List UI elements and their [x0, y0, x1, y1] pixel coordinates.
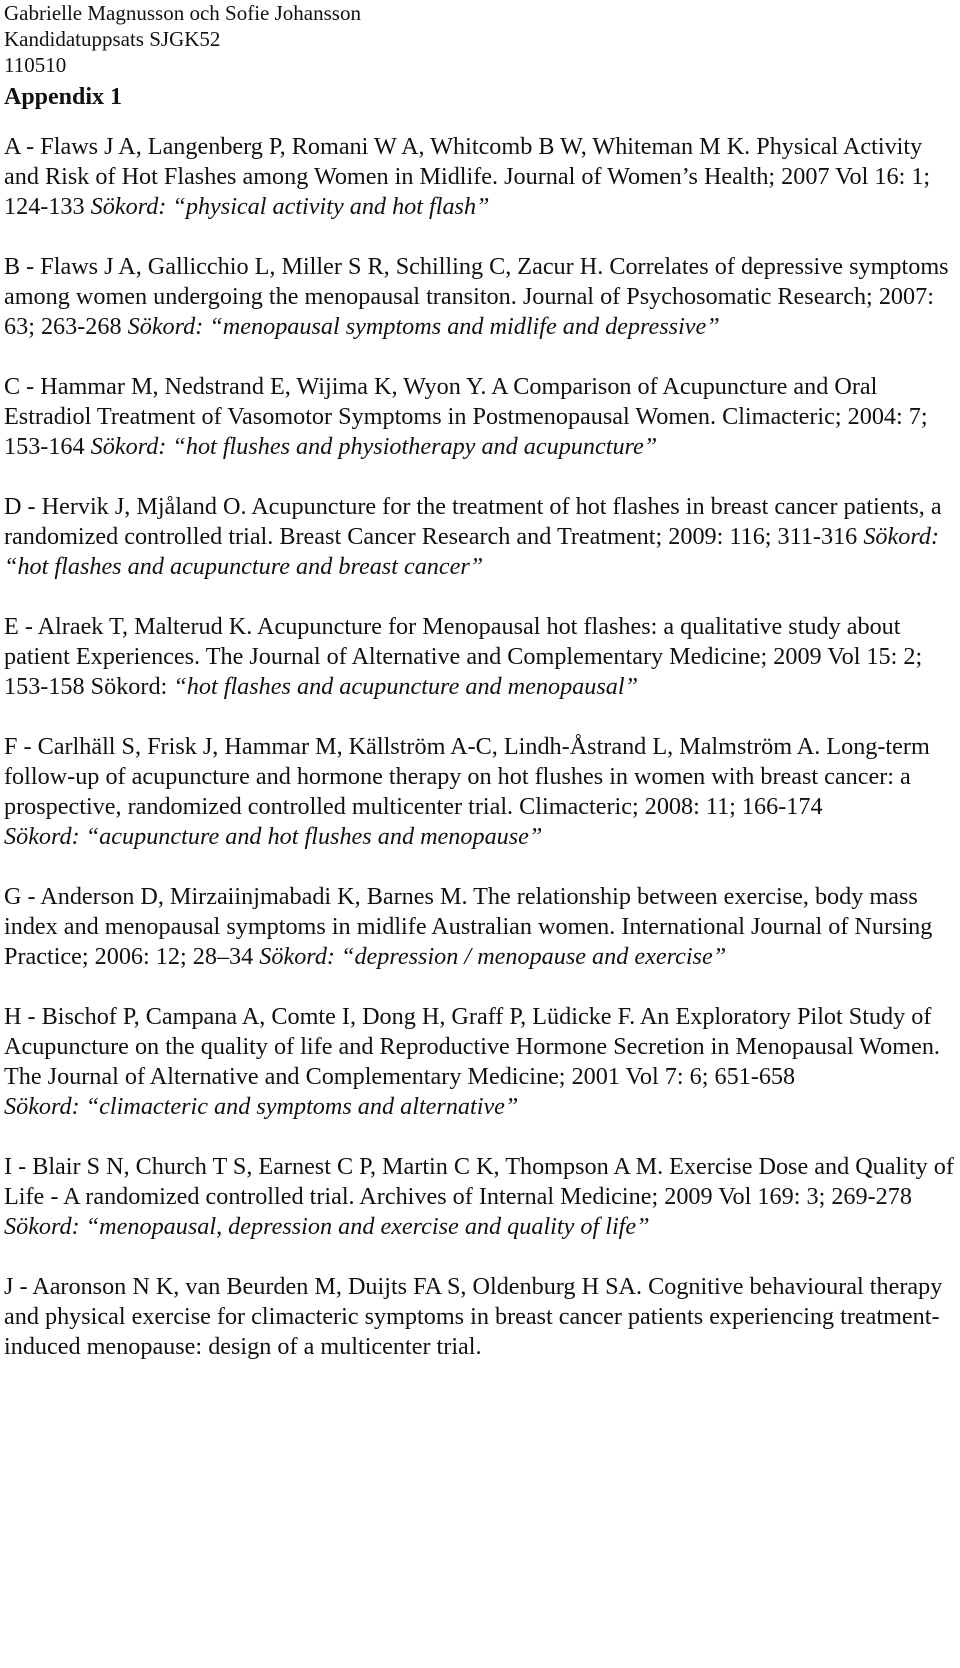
keyword-label: Sökord:: [4, 1093, 80, 1120]
reference-text: B - Flaws J A, Gallicchio L, Miller S R, Schilling C, Zacur H. Correlates of depressive symptoms among women undergoing the menopausal transiton. Journal of Psychosomatic Research; 2007: 63; 263-268: [4, 253, 949, 340]
reference-entry: [4, 732, 956, 852]
reference-text: C - Hammar M, Nedstrand E, Wijima K, Wyon Y. A Comparison of Acupuncture and Oral Estradiol Treatment of Vasomotor Symptoms in Postmenopausal Women. Climacteric; 2004: 7; 153-164: [4, 373, 928, 460]
reference-entry: [4, 882, 956, 972]
keyword-label: Sökord:: [127, 313, 204, 340]
keyword-label: Sökord:: [90, 433, 167, 460]
reference-text: H - Bischof P, Campana A, Comte I, Dong H, Graff P, Lüdicke F. An Exploratory Pilot Study of Acupuncture on the quality of life and Reproductive Hormone Secretion in Menopausal Women. The Journal of Alternative and Complementary Medicine; 2001 Vol 7: 6; 651-658: [4, 1003, 940, 1090]
reference-entry: [4, 1152, 956, 1242]
keyword-label: Sökord:: [4, 823, 80, 850]
search-keywords: “hot flashes and acupuncture and breast cancer”: [4, 553, 484, 580]
reference-entry: [4, 492, 956, 582]
keyword-label: Sökord:: [90, 673, 168, 700]
search-keywords: “hot flashes and acupuncture and menopausal”: [173, 673, 639, 700]
header-date: 110510: [4, 53, 67, 77]
search-keywords: “climacteric and symptoms and alternative”: [85, 1093, 519, 1120]
reference-list: [4, 132, 956, 1362]
search-keywords: “physical activity and hot flash”: [172, 193, 490, 220]
header-authors: Gabrielle Magnusson och Sofie Johansson: [4, 1, 361, 25]
reference-entry: [4, 1272, 956, 1362]
search-keywords: “hot flushes and physiotherapy and acupuncture”: [172, 433, 658, 460]
reference-text: G - Anderson D, Mirzaiinjmabadi K, Barnes M. The relationship between exercise, body mass index and menopausal symptoms in midlife Australian women. International Journal of Nursing Practice; 2006: 12; 28–34: [4, 883, 933, 970]
reference-entry: [4, 612, 956, 702]
reference-entry: [4, 1002, 956, 1122]
reference-entry: [4, 372, 956, 462]
keyword-label: Sökord:: [4, 1213, 80, 1240]
search-keywords: “menopausal symptoms and midlife and depressive”: [209, 313, 720, 340]
reference-text: J - Aaronson N K, van Beurden M, Duijts FA S, Oldenburg H SA. Cognitive behavioural therapy and physical exercise for climacteric symptoms in breast cancer patients experiencing treatment-induced menopause: design of a multicenter trial.: [4, 1273, 943, 1360]
search-keywords: “depression / menopause and exercise”: [341, 943, 727, 970]
reference-text: E - Alraek T, Malterud K. Acupuncture for Menopausal hot flashes: a qualitative study about patient Experiences. The Journal of Alternative and Complementary Medicine; 2009 Vol 15: 2; 153-158: [4, 613, 923, 700]
appendix-title: Appendix 1: [4, 84, 123, 110]
document-page: [4, 0, 956, 1362]
document-header: [4, 0, 956, 112]
reference-text: D - Hervik J, Mjåland O. Acupuncture for the treatment of hot flashes in breast cancer patients, a randomized controlled trial. Breast Cancer Research and Treatment; 2009: 116; 311-316: [4, 493, 942, 550]
reference-text: A - Flaws J A, Langenberg P, Romani W A, Whitcomb B W, Whiteman M K. Physical Activity and Risk of Hot Flashes among Women in Midlife. Journal of Women’s Health; 2007 Vol 16: 1; 124-133: [4, 133, 931, 220]
search-keywords: “menopausal, depression and exercise and quality of life”: [85, 1213, 650, 1240]
reference-text: I - Blair S N, Church T S, Earnest C P, Martin C K, Thompson A M. Exercise Dose and Quality of Life - A randomized controlled trial. Archives of Internal Medicine; 2009 Vol 169: 3; 269-278: [4, 1153, 954, 1210]
keyword-label: Sökord:: [90, 193, 167, 220]
keyword-label: Sökord:: [259, 943, 335, 970]
reference-text: F - Carlhäll S, Frisk J, Hammar M, Källström A-C, Lindh-Åstrand L, Malmström A. Long-term follow-up of acupuncture and hormone therapy on hot flushes in women with breast cancer: a prospective, randomized controlled multicenter trial. Climacteric; 2008: 11; 166-174: [4, 733, 930, 820]
search-keywords: “acupuncture and hot flushes and menopause”: [85, 823, 543, 850]
header-course: Kandidatuppsats SJGK52: [4, 27, 221, 51]
keyword-label: Sökord:: [863, 523, 940, 550]
reference-entry: [4, 252, 956, 342]
reference-entry: [4, 132, 956, 222]
